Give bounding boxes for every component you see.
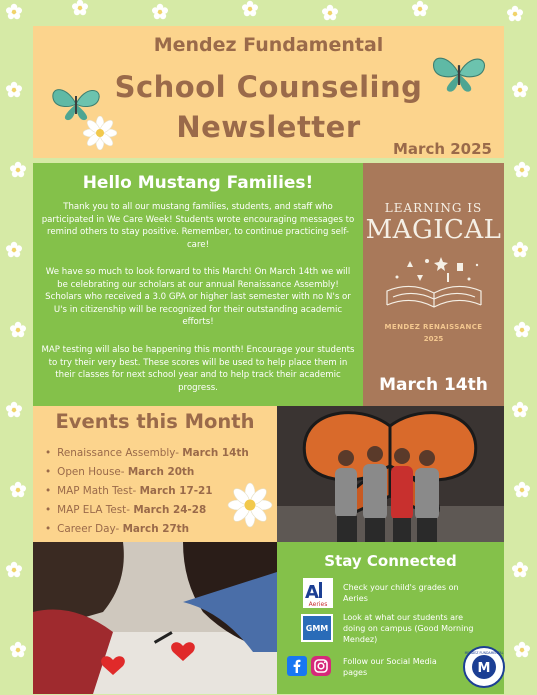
stay-connected-section — [277, 542, 504, 694]
school-name: Mendez Fundamental — [153, 34, 384, 56]
list-item: • Open House- March 20th — [45, 463, 249, 482]
renaissance-section — [363, 163, 504, 406]
newsletter-title-line1: School Counseling — [114, 70, 423, 104]
instagram-icon[interactable] — [311, 656, 331, 676]
seal-text: MENDEZ FUNDAMENTAL — [464, 651, 504, 655]
events-heading: Events this Month — [55, 410, 255, 433]
staff-photo — [277, 406, 504, 542]
events-section — [33, 406, 277, 542]
renaissance-label: MENDEZ RENAISSANCE — [384, 323, 483, 331]
svg-text:A: A — [305, 582, 319, 603]
list-item: • Renaissance Assembly- March 14th — [45, 444, 249, 463]
hello-paragraph-3: MAP testing will also be happening this month! Encourage your students to try their very best. These scores will be used to help place them in their classes for next school year and to help track their academic progress. — [41, 345, 355, 393]
students-photo — [33, 542, 277, 694]
gmm-text: Look at what our students are doing on campus (Good Morning Mendez) — [343, 613, 474, 644]
renaissance-year: 2025 — [423, 335, 444, 343]
hello-section — [33, 163, 363, 406]
events-list — [45, 444, 249, 539]
newsletter-header — [33, 26, 504, 158]
school-seal-logo — [463, 646, 505, 688]
social-media-text: Follow our Social Media pages — [343, 657, 437, 677]
newsletter-date: March 2025 — [393, 140, 492, 158]
daisy-icon — [227, 482, 273, 528]
list-item: • Career Day- March 27th — [45, 520, 249, 539]
aeries-text: Check your child's grades on Aeries — [343, 583, 459, 603]
butterfly-icon — [429, 52, 489, 96]
learning-is-text: LEARNING IS — [384, 201, 483, 215]
assembly-date: March 14th — [379, 375, 488, 395]
hello-paragraph-1: Thank you to all our mustang families, students, and staff who participated in We Care Week! Students wrote encouraging messages to remind others to stay positive. Remember, to continue practicing self-care! — [41, 202, 355, 250]
aeries-logo-icon[interactable] — [303, 578, 333, 608]
list-item: • MAP ELA Test- March 24-28 — [45, 501, 249, 520]
gmm-logo-text: GMM — [305, 624, 329, 633]
aeries-logo-text: Aeries — [308, 601, 328, 608]
hello-paragraph-2: We have so much to look forward to this March! On March 14th we will be celebrating our scholars at our annual Renaissance Assembly! Scholars who received a 3.0 GPA or higher last semester with no N's or U's in citizenship will be recognized for their outstanding academic efforts! — [45, 267, 351, 328]
svg-text:M: M — [477, 661, 491, 676]
list-item: • MAP Math Test- March 17-21 — [45, 482, 249, 501]
hello-heading: Hello Mustang Families! — [82, 173, 314, 193]
newsletter-title-line2: Newsletter — [176, 110, 361, 144]
open-book-icon — [377, 251, 491, 321]
stay-connected-heading: Stay Connected — [324, 552, 457, 570]
magical-text: MAGICAL — [365, 215, 502, 245]
facebook-icon[interactable] — [287, 656, 307, 676]
daisy-icon — [83, 116, 117, 150]
gmm-logo-icon[interactable] — [301, 614, 333, 642]
